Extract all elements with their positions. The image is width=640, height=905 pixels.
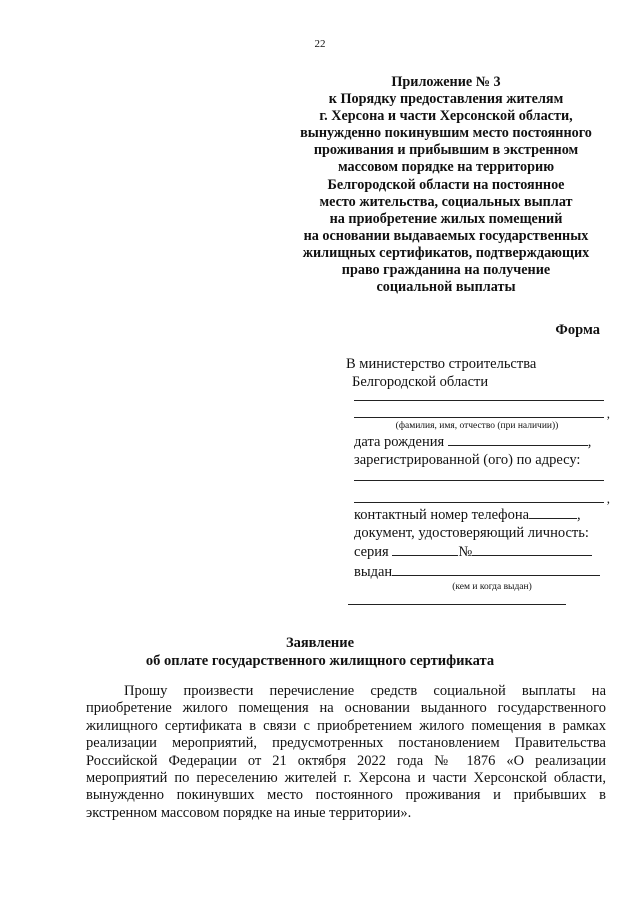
appendix-line: Приложение № 3 [391, 74, 501, 90]
appendix-line: место жительства, социальных выплат [319, 193, 573, 210]
form-label: Форма [555, 322, 600, 338]
appendix-line: г. Херсона и части Херсонской области, [319, 108, 573, 125]
appendix-line: социальной выплаты [376, 279, 516, 296]
issued-field[interactable] [392, 562, 600, 576]
appendix-line: жилищных сертификатов, подтверждающих [302, 244, 590, 261]
issued-row [346, 562, 608, 582]
appendix-line: право гражданина на получение [341, 262, 551, 279]
address-field-1[interactable] [346, 469, 608, 483]
number-label: № [458, 544, 473, 560]
series-row [346, 542, 608, 562]
name-caption: (фамилия, имя, отчество (при наличии)) [395, 421, 559, 431]
id-doc-label: документ, удостоверяющий личность: [354, 524, 589, 541]
appendix-line: на приобретение жилых помещений [329, 210, 563, 227]
comma: , [606, 490, 610, 506]
appendix-line: на основании выдаваемых государственных [303, 227, 589, 244]
name-field-2[interactable] [346, 403, 608, 420]
issued-caption: (кем и когда выдан) [452, 582, 532, 592]
comma: , [587, 434, 592, 450]
phone-label: контактный номер телефона [354, 507, 530, 523]
appendix-line: Белгородской области на постоянное [327, 176, 565, 193]
appendix-header [276, 74, 616, 296]
statement-title: Заявление [285, 635, 355, 651]
issued-field-2[interactable] [346, 593, 608, 607]
phone-row [346, 505, 608, 525]
statement-heading [0, 635, 640, 670]
appendix-line: к Порядку предоставления жителям [328, 91, 564, 108]
number-field[interactable] [472, 542, 592, 556]
comma: , [577, 507, 581, 523]
name-field-1[interactable] [346, 391, 608, 403]
page-number: 22 [314, 38, 326, 50]
address-field-2[interactable] [346, 483, 608, 505]
addressee-to-line: Белгородской области [352, 373, 489, 390]
series-label: серия [354, 544, 389, 560]
appendix-line: массовом порядке на территорию [337, 159, 555, 176]
appendix-line: вынужденно покинувшим место постоянного [300, 125, 592, 142]
addressee-block [346, 356, 608, 607]
comma: , [606, 405, 610, 421]
appendix-line: проживания и прибывшим в экстренном [313, 142, 579, 159]
addressee-to-line: В министерство строительства [346, 356, 537, 372]
birth-date-row [346, 432, 608, 452]
statement-paragraph: Прошу произвести перечисление средств социальной выплаты на приобретение жилого помещения на основании выданного государственного жилищного сертификата в связи с приобретением жилого помещения в рамках реализации мероприятий, предусмотренных постановлением Правительства Российской Федерации от 21 октября 2022 года № 1876 «О реализации мероприятий по переселению жителей г. Херсона и части Херсонской области, вынужденно покинувших место постоянного проживания и прибывших в экстренном массовом порядке на иные территории». [86, 683, 606, 821]
statement-subtitle: об оплате государственного жилищного сертификата [145, 652, 495, 669]
issued-label: выдан [354, 563, 393, 580]
birth-date-label: дата рождения [354, 434, 445, 450]
series-field[interactable] [392, 542, 458, 556]
birth-date-field[interactable] [448, 432, 588, 446]
address-label: зарегистрированной (ого) по адресу: [354, 451, 581, 468]
statement-body [86, 683, 606, 822]
phone-field[interactable] [529, 505, 577, 519]
